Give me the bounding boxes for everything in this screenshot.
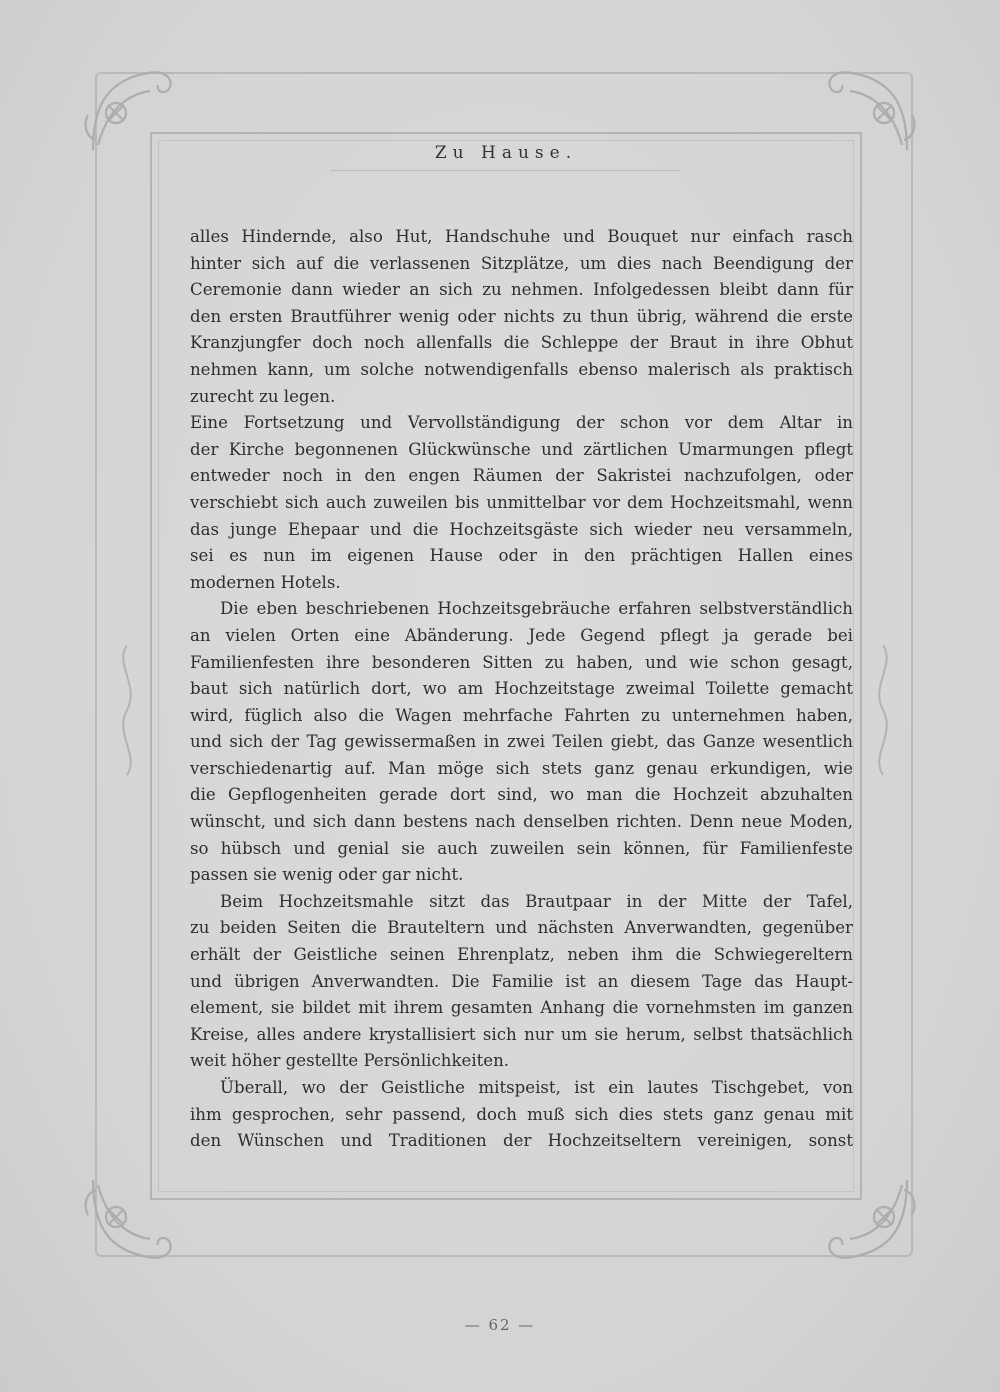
text-line: wünscht, und sich dann bestens nach denselben richten. Denn neue Moden, — [190, 812, 853, 832]
text-line: Beim Hochzeitsmahle sitzt das Brautpaar in der Mitte der Tafel, — [220, 891, 853, 911]
text-line: alles Hindernde, also Hut, Handschuhe und Bouquet nur einfach rasch — [190, 227, 853, 246]
text-line: Eine Fortsetzung und Vervollständigung der schon vor dem Altar in — [190, 413, 853, 433]
text-line: erhält der Geistliche seinen Ehrenplatz, neben ihm die Schwiegereltern — [190, 945, 853, 965]
text-line: element, sie bildet mit ihrem gesamten Anhang die vornehmsten im ganzen — [190, 998, 853, 1018]
text-line: Kreise, alles andere krystallisiert sich nur um sie herum, selbst thatsächlich — [190, 1024, 853, 1044]
text-line: weit höher gestellte Persönlichkeiten. — [190, 1051, 510, 1071]
text-line: das junge Ehepaar und die Hochzeitsgäste sich wieder neu versammeln, — [190, 519, 853, 539]
page-number: — 62 — — [464, 1316, 536, 1334]
side-scroll-ornament-icon — [868, 640, 898, 780]
text-line: und übrigen Anverwandten. Die Familie ist an diesem Tage das Haupt- — [190, 971, 853, 991]
text-line: Überall, wo der Geistliche mitspeist, ist ein lautes Tischgebet, von — [220, 1078, 853, 1097]
text-line: modernen Hotels. — [190, 572, 341, 592]
scroll-ornament-icon — [812, 1165, 922, 1275]
text-line: Die eben beschriebenen Hochzeitsgebräuche erfahren selbstverständlich — [220, 599, 853, 619]
text-line: Ceremonie dann wieder an sich zu nehmen. Infolgedessen bleibt dann für — [190, 280, 853, 300]
text-line: baut sich natürlich dort, wo am Hochzeitstage zweimal Toilette gemacht — [190, 679, 853, 699]
text-line: sei es nun im eigenen Hause oder in den prächtigen Hallen eines — [190, 546, 853, 566]
text-line: wird, füglich also die Wagen mehrfache Fahrten zu unternehmen haben, — [190, 705, 853, 725]
text-line: passen sie wenig oder gar nicht. — [190, 865, 464, 885]
running-header: Zu Hause. — [434, 143, 578, 163]
text-line: ihm gesprochen, sehr passend, doch muß sich dies stets ganz genau mit — [190, 1104, 853, 1124]
text-line: verschiebt sich auch zuweilen bis unmittelbar vor dem Hochzeitsmahl, wenn — [190, 492, 853, 512]
text-line: verschiedenartig auf. Man möge sich stets ganz genau erkundigen, wie — [190, 758, 853, 778]
text-line: zu beiden Seiten die Brauteltern und nächsten Anverwandten, gegenüber — [190, 918, 853, 938]
text-line: die Gepflogenheiten gerade dort sind, wo man die Hochzeit abzuhalten — [190, 785, 853, 805]
scroll-ornament-icon — [78, 1165, 188, 1275]
side-scroll-ornament-icon — [112, 640, 142, 780]
text-line: und sich der Tag gewissermaßen in zwei Teilen giebt, das Ganze wesentlich — [190, 732, 853, 752]
header-divider — [330, 170, 680, 171]
text-line: den ersten Brautführer wenig oder nichts zu thun übrig, während die erste — [190, 306, 853, 326]
text-line: an vielen Orten eine Abänderung. Jede Gegend pflegt ja gerade bei — [190, 625, 853, 645]
text-line: hinter sich auf die verlassenen Sitzplätze, um dies nach Beendigung der — [190, 253, 853, 273]
text-line: nehmen kann, um solche notwendigenfalls ebenso malerisch als praktisch — [190, 359, 853, 379]
text-line: der Kirche begonnenen Glückwünsche und zärtlichen Umarmungen pflegt — [190, 439, 853, 459]
text-line: so hübsch und genial sie auch zuweilen sein können, für Familienfeste — [190, 838, 853, 858]
text-line: zurecht zu legen. — [190, 386, 336, 406]
text-line: Familienfesten ihre besonderen Sitten zu haben, und wie schon gesagt, — [190, 652, 853, 672]
body-text — [190, 224, 853, 1155]
text-line: Kranzjungfer doch noch allenfalls die Schleppe der Braut in ihre Obhut — [190, 333, 853, 353]
text-line: den Wünschen und Traditionen der Hochzeitseltern vereinigen, sonst — [190, 1131, 853, 1151]
text-line: entweder noch in den engen Räumen der Sakristei nachzufolgen, oder — [190, 466, 853, 486]
